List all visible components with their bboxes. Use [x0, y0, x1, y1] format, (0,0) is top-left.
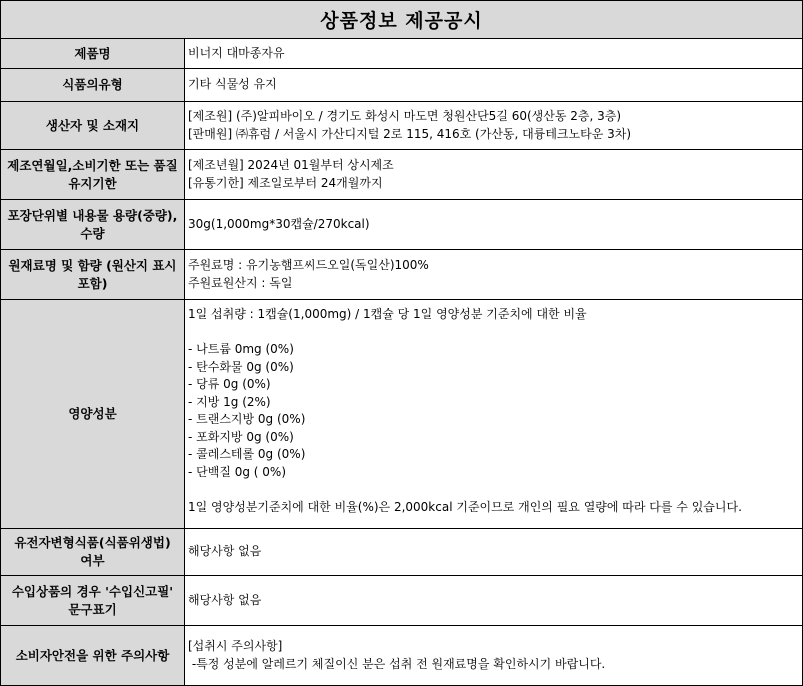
row-ingredients [1, 250, 802, 300]
capacity-value: 30g(1,000mg*30캡슐/270kcal) [188, 216, 370, 231]
origin-line: 주원료원산지 : 독일 [188, 275, 293, 290]
nutrient-item: - 트랜스지방 0g (0%) [188, 412, 306, 426]
row-value [185, 102, 802, 149]
nutrient-item: - 콜레스테롤 0g (0%) [188, 447, 306, 461]
row-value [185, 626, 802, 685]
row-label: 제품명 [1, 39, 185, 68]
row-label: 생산자 및 소재지 [1, 102, 185, 149]
row-food-type [1, 69, 802, 102]
manufacture-date-line: [제조년월] 2024년 01월부터 상시제조 [188, 158, 394, 172]
ingredient-line: 주원료명 : 유기농햄프씨드오일(독일산)100% [188, 258, 429, 272]
row-label: 영양성분 [1, 300, 185, 528]
row-value [185, 250, 802, 299]
import-value: 해당사항 없음 [188, 592, 262, 607]
row-dates [1, 150, 802, 200]
seller-line: [판매원] ㈜휴럼 / 서울시 가산디지털 2로 115, 416호 (가산동, 대륭테크노타운 3차) [188, 126, 632, 141]
row-label: 수입상품의 경우 '수입신고필' 문구표기 [1, 576, 185, 625]
table-title: 상품정보 제공공시 [1, 1, 802, 39]
row-label: 원재료명 및 함량 (원산지 표시 포함) [1, 250, 185, 299]
nutrient-item: - 탄수화물 0g (0%) [188, 359, 294, 374]
caution-text: -특정 성분에 알레르기 체질이신 분은 섭취 전 원재료명을 확인하시기 바랍니다. [188, 656, 606, 671]
row-value [185, 200, 802, 249]
nutrition-footnote: 1일 영양성분기준치에 대한 비율(%)은 2,000kcal 기준이므로 개인의 필요 열량에 따라 다를 수 있습니다. [188, 499, 742, 514]
nutrient-item: - 지방 1g (2%) [188, 394, 271, 409]
row-import [1, 576, 802, 626]
row-label: 포장단위별 내용물 용량(중량), 수량 [1, 200, 185, 249]
row-producer [1, 102, 802, 150]
expiry-line: [유통기한] 제조일로부터 24개월까지 [188, 175, 383, 190]
row-label: 제조연월일,소비기한 또는 품질유지기한 [1, 150, 185, 199]
row-value [185, 300, 802, 528]
nutrient-item: - 당류 0g (0%) [188, 377, 271, 391]
row-label: 유전자변형식품(식품위생법) 여부 [1, 529, 185, 575]
caution-heading: [섭취시 주의사항] [188, 639, 283, 653]
nutrient-item: - 단백질 0g ( 0%) [188, 464, 287, 479]
product-name-value: 비너지 대마종자유 [188, 45, 285, 60]
manufacturer-line: [제조원] (주)알피바이오 / 경기도 화성시 마도면 청원산단5길 60(생산동 2층, 3층) [188, 109, 622, 123]
row-value [185, 39, 802, 68]
nutrient-item: - 포화지방 0g (0%) [188, 429, 294, 444]
row-value [185, 529, 802, 575]
row-value [185, 576, 802, 625]
nutrient-item: - 나트륨 0mg (0%) [188, 342, 294, 356]
row-value [185, 150, 802, 199]
row-value [185, 69, 802, 101]
row-label: 소비자안전을 위한 주의사항 [1, 626, 185, 685]
row-label: 식품의유형 [1, 69, 185, 101]
row-capacity [1, 200, 802, 250]
gmo-value: 해당사항 없음 [188, 544, 262, 559]
row-caution [1, 626, 802, 685]
row-product-name [1, 39, 802, 69]
nutrition-intro: 1일 섭취량 : 1캡슐(1,000mg) / 1캡슐 당 1일 영양성분 기준치에 대한 비율 [188, 307, 587, 321]
row-nutrition [1, 300, 802, 529]
row-gmo [1, 529, 802, 576]
food-type-value: 기타 식물성 유지 [188, 77, 277, 92]
